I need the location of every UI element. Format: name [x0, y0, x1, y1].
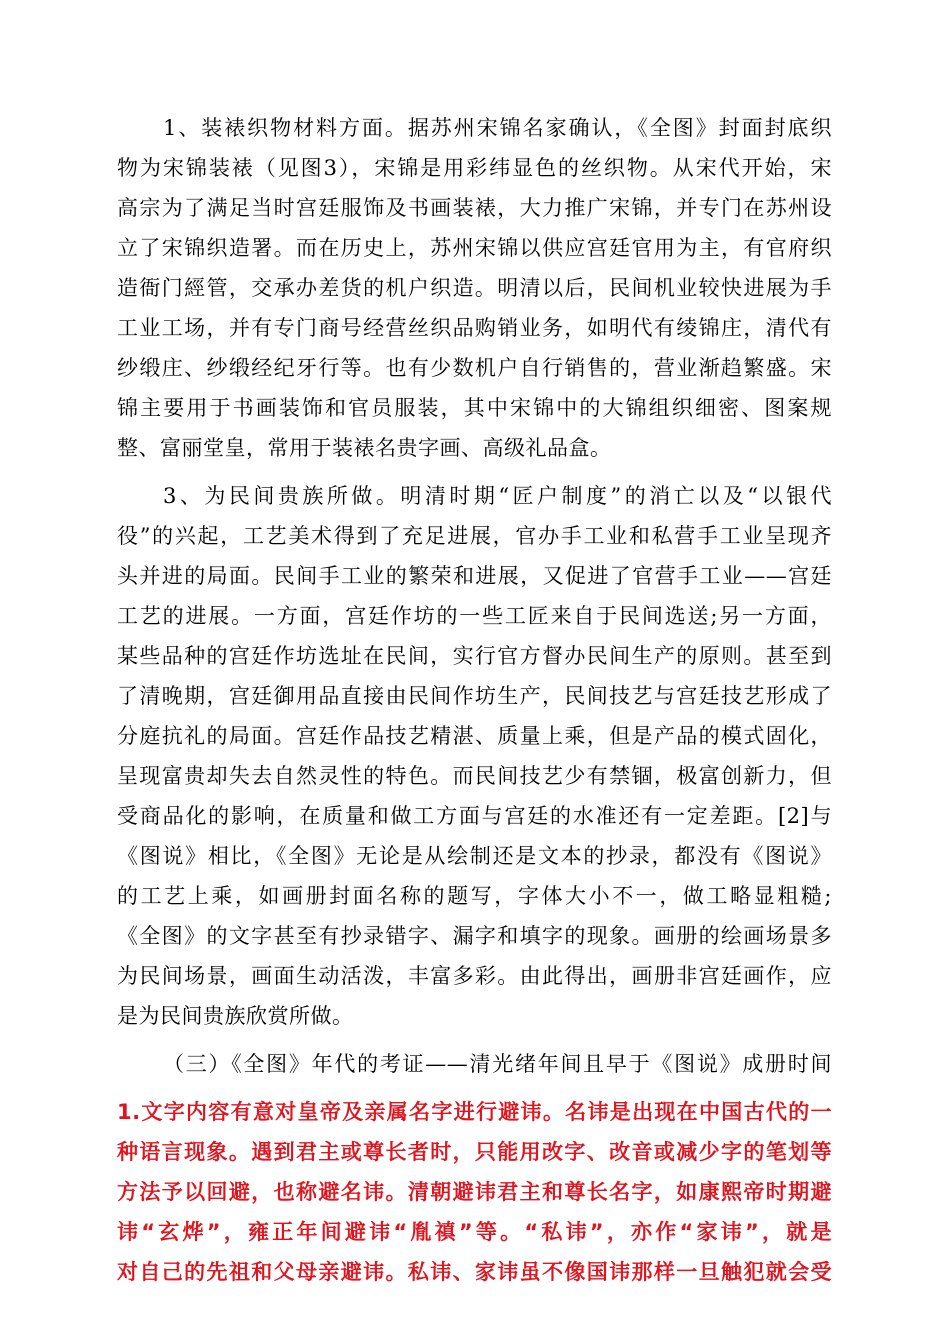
text-line: 某些品种的宫廷作坊选址在民间，实行官方督办民间生产的原则。甚至到 — [117, 644, 832, 668]
text-line: 物为宋锦装裱（见图3），宋锦是用彩纬显色的丝织物。从宋代开始，宋 — [117, 156, 832, 180]
text-line: 的工艺上乘，如画册封面名称的题写，字体大小不一，做工略显粗糙; — [117, 884, 832, 908]
text-line: 工艺的进展。一方面，宫廷作坊的一些工匠来自于民间选送;另一方面， — [117, 604, 832, 628]
text-line: 高宗为了满足当时宫廷服饰及书画装裱，大力推广宋锦，并专门在苏州设 — [117, 196, 832, 220]
text-line: 立了宋锦织造署。而在历史上，苏州宋锦以供应宫廷官用为主，有官府织 — [117, 236, 832, 260]
text-line: 锦主要用于书画装饰和官员服装，其中宋锦中的大锦组织细密、图案规 — [117, 396, 832, 420]
highlight-text-line: 讳“玄烨”，雍正年间避讳“胤禛”等。“私讳”，亦作“家讳”，就是 — [117, 1220, 832, 1244]
section-heading: （三）《全图》年代的考证——清光绪年间且早于《图说》成册时间 — [163, 1052, 832, 1076]
text-line: 分庭抗礼的局面。宫廷作品技艺精湛、质量上乘，但是产品的模式固化， — [117, 724, 832, 748]
highlight-text-line: 1.文字内容有意对皇帝及亲属名字进行避讳。名讳是出现在中国古代的一 — [117, 1100, 832, 1124]
text-line: 受商品化的影响，在质量和做工方面与宫廷的水准还有一定差距。[2]与 — [117, 804, 832, 828]
text-line: 头并进的局面。民间手工业的繁荣和进展，又促进了官营手工业——宫廷 — [117, 564, 832, 588]
text-line: 整、富丽堂皇，常用于装裱名贵字画、高级礼品盒。 — [117, 436, 612, 460]
highlight-text-line: 种语言现象。遇到君主或尊长者时，只能用改字、改音或减少字的笔划等 — [117, 1140, 832, 1164]
text-line: 工业工场，并有专门商号经营丝织品购销业务，如明代有绫锦庄，清代有 — [117, 316, 832, 340]
text-line: 3、为民间贵族所做。明清时期“匠户制度”的消亡以及“以银代 — [163, 484, 832, 508]
text-line: 造衙门經管，交承办差货的机户织造。明清以后，民间机业较快进展为手 — [117, 276, 832, 300]
text-line: 《图说》相比，《全图》无论是从绘制还是文本的抄录，都没有《图说》 — [117, 844, 832, 868]
text-line: 1、装裱织物材料方面。据苏州宋锦名家确认，《全图》封面封底织 — [163, 116, 832, 140]
text-line: 纱缎庄、纱缎经纪牙行等。也有少数机户自行销售的，营业渐趋繁盛。宋 — [117, 356, 832, 380]
highlight-text-line: 方法予以回避，也称避名讳。清朝避讳君主和尊长名字，如康熙帝时期避 — [117, 1180, 832, 1204]
text-line: 役”的兴起，工艺美术得到了充足进展，官办手工业和私营手工业呈现齐 — [117, 524, 832, 548]
text-line: 为民间场景，画面生动活泼，丰富多彩。由此得出，画册非宫廷画作，应 — [117, 964, 832, 988]
highlight-text-line: 对自己的先祖和父母亲避讳。私讳、家讳虽不像国讳那样一旦触犯就会受 — [117, 1260, 832, 1284]
text-line: 《全图》的文字甚至有抄录错字、漏字和填字的现象。画册的绘画场景多 — [117, 924, 832, 948]
text-line: 呈现富贵却失去自然灵性的特色。而民间技艺少有禁锢，极富创新力，但 — [117, 764, 832, 788]
text-line: 是为民间贵族欣赏所做。 — [117, 1004, 354, 1028]
text-line: 了清晚期，宫廷御用品直接由民间作坊生产，民间技艺与宫廷技艺形成了 — [117, 684, 832, 708]
